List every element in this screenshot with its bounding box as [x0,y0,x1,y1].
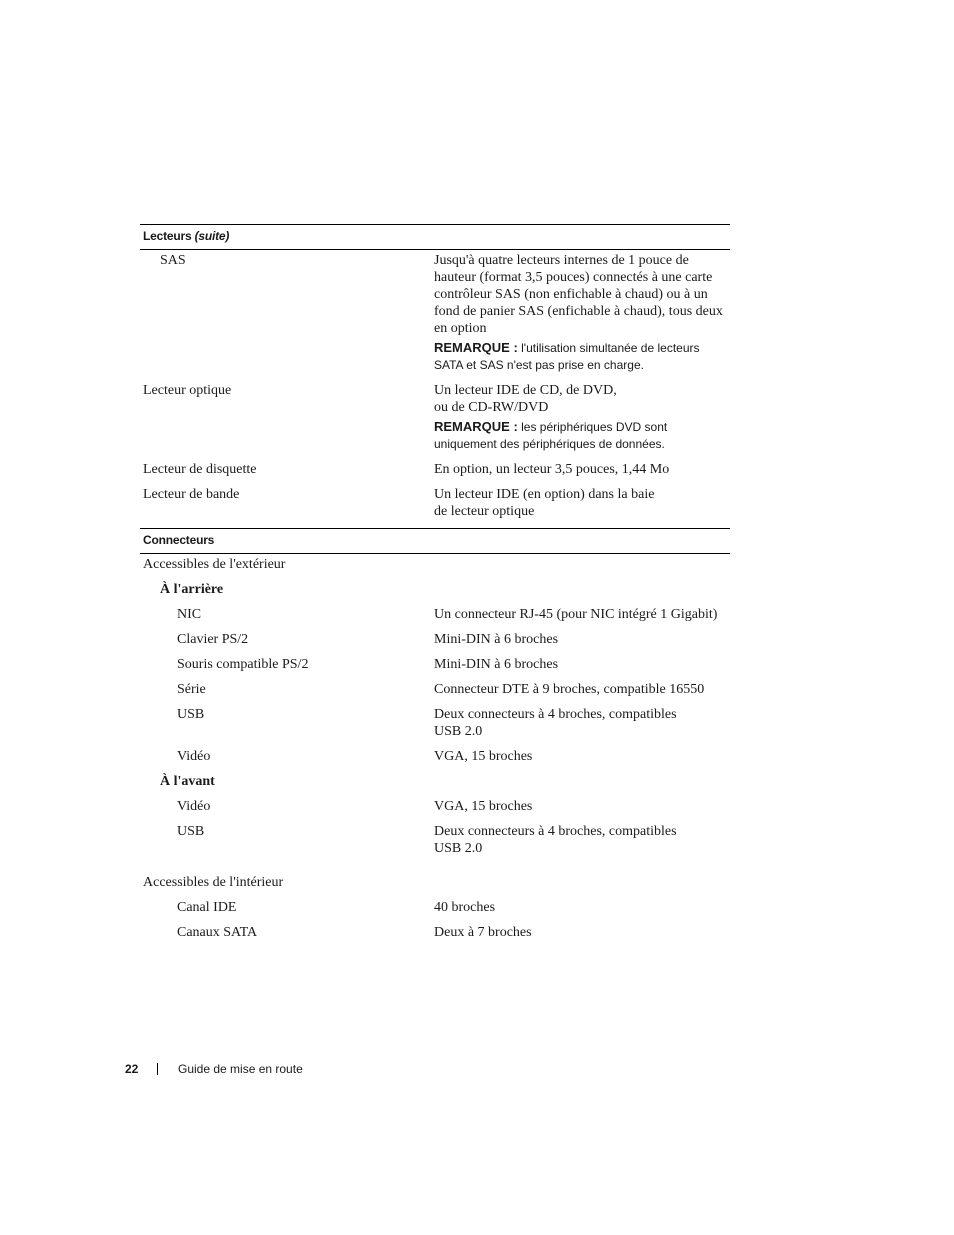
spec-value: 40 broches [434,900,496,915]
spec-row-sas [140,252,730,374]
spec-label: USB [177,824,205,839]
spec-value-line: ou de CD-RW/DVD [434,400,549,415]
spec-label: Canaux SATA [177,925,258,940]
spec-label: Lecteur optique [143,383,232,398]
spec-value: VGA, 15 broches [434,799,533,814]
section-title: Lecteurs [143,229,192,243]
spec-value [434,382,730,453]
spec-value-line: USB 2.0 [434,841,483,856]
spec-row-group-interieur [140,874,730,891]
spec-label: Lecteur de disquette [143,462,257,477]
spec-row-bande [140,486,730,520]
spec-row-ide [140,899,730,916]
spec-label: Clavier PS/2 [177,632,249,647]
footer-separator [157,1063,158,1075]
spec-row-souris [140,656,730,673]
spec-label: SAS [160,253,186,268]
guide-title: Guide de mise en route [178,1062,303,1076]
spec-value [434,823,730,857]
spec-row-subgroup-arriere [140,581,730,598]
page-footer [125,1062,303,1076]
group-spacer [140,865,730,874]
spec-row-video-arriere [140,748,730,765]
spec-label: Vidéo [177,799,211,814]
spec-value [434,706,730,740]
spec-value-text: Jusqu'à quatre lecteurs internes de 1 pouce de hauteur (format 3,5 pouces) connectés à une carte contrôleur SAS (non enfichable à chaud) ou à un fond de panier SAS (enfichable à chaud), tous deux en option [434,253,723,336]
spec-label: Lecteur de bande [143,487,240,502]
spec-row-subgroup-avant [140,773,730,790]
spec-value-line: de lecteur optique [434,504,535,519]
subgroup-label: À l'avant [160,774,215,789]
section-title: Connecteurs [143,533,215,547]
section-header-lecteurs [140,224,730,250]
spec-label: Souris compatible PS/2 [177,657,309,672]
spec-row-nic [140,606,730,623]
note-label: REMARQUE : [434,419,518,434]
spec-row-video-avant [140,798,730,815]
section-rows-lecteurs [140,250,730,520]
spec-row-usb-avant [140,823,730,857]
page-number: 22 [125,1062,139,1076]
spec-value-line: Un lecteur IDE de CD, de DVD, [434,383,617,398]
spec-row-serie [140,681,730,698]
group-label: Accessibles de l'extérieur [143,557,286,572]
group-label: Accessibles de l'intérieur [143,875,284,890]
spec-row-sata [140,924,730,941]
spec-row-group-exterieur [140,556,730,573]
spec-label: NIC [177,607,202,622]
spec-row-disquette [140,461,730,478]
spec-value-line: Un lecteur IDE (en option) dans la baie [434,487,655,502]
note-label: REMARQUE : [434,340,518,355]
section-rows-connecteurs [140,554,730,961]
section-title-suffix: (suite) [194,229,230,243]
note-text: les périphériques DVD sont uniquement des périphériques de données. [434,420,668,451]
spec-label: Série [177,682,206,697]
spec-value: Deux à 7 broches [434,925,532,940]
spec-value-line: USB 2.0 [434,724,483,739]
note [434,339,730,374]
spec-value [434,486,730,520]
spec-value: Un connecteur RJ-45 (pour NIC intégré 1 Gigabit) [434,607,718,622]
section-header-connecteurs [140,528,730,554]
spec-value: Mini-DIN à 6 broches [434,657,559,672]
subgroup-label: À l'arrière [160,582,224,597]
note-text: l'utilisation simultanée de lecteurs SATA et SAS n'est pas prise en charge. [434,341,700,372]
spec-value-line: Deux connecteurs à 4 broches, compatibles [434,707,677,722]
spec-value-line: Deux connecteurs à 4 broches, compatibles [434,824,677,839]
spec-row-usb-arriere [140,706,730,740]
spec-label: Canal IDE [177,900,237,915]
spec-row-optique [140,382,730,453]
note [434,418,730,453]
spec-row-clavier [140,631,730,648]
spec-label: Vidéo [177,749,211,764]
spec-value: Connecteur DTE à 9 broches, compatible 16550 [434,682,705,697]
spec-value [434,252,730,374]
spec-value: Mini-DIN à 6 broches [434,632,559,647]
spec-table [140,224,730,961]
spec-value: En option, un lecteur 3,5 pouces, 1,44 Mo [434,462,670,477]
spec-label: USB [177,707,205,722]
spec-value: VGA, 15 broches [434,749,533,764]
